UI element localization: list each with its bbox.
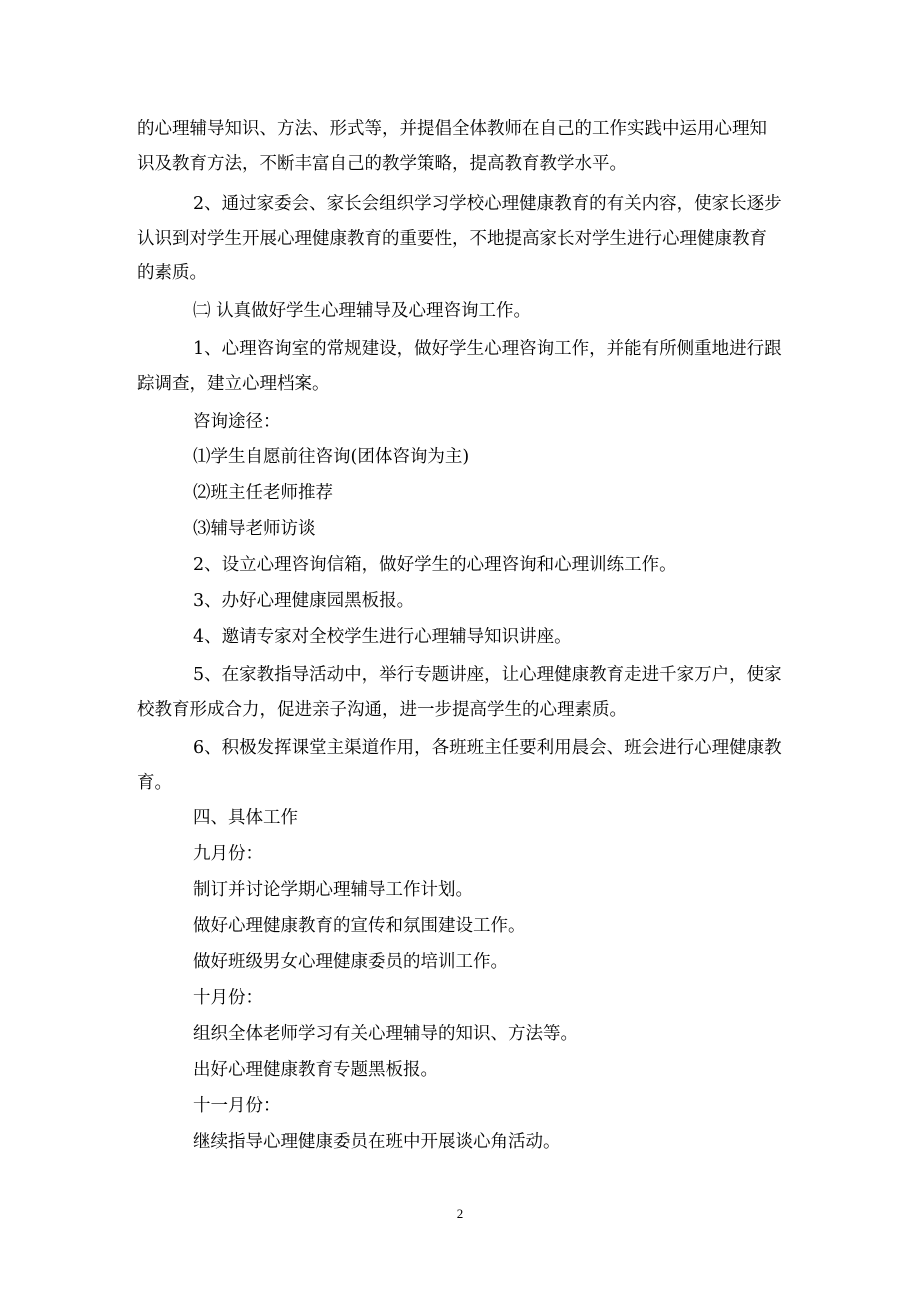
month-heading-october: 十月份： bbox=[193, 988, 263, 1008]
channel-item-1: ⑴学生自愿前往咨询(团体咨询为主) bbox=[193, 447, 470, 467]
october-task-2: 出好心理健康教育专题黑板报。 bbox=[193, 1060, 438, 1080]
september-task-1: 制订并讨论学期心理辅导工作计划。 bbox=[193, 880, 473, 900]
month-heading-september: 九月份： bbox=[193, 844, 263, 864]
counseling-channels-label: 咨询途径： bbox=[193, 412, 281, 432]
september-task-3: 做好班级男女心理健康委员的培训工作。 bbox=[193, 952, 508, 972]
section-heading-4: 四、具体工作 bbox=[193, 808, 298, 828]
month-heading-november: 十一月份： bbox=[193, 1096, 281, 1116]
channel-item-2: ⑵班主任老师推荐 bbox=[193, 483, 333, 503]
september-task-2: 做好心理健康教育的宣传和氛围建设工作。 bbox=[193, 916, 526, 936]
page-number: 2 bbox=[456, 1206, 464, 1221]
paragraph-continuation: 的心理辅导知识、方法、形式等，并提倡全体教师在自己的工作实践中运用心理知识及教育方法，不断丰富自己的教学策略，提高教育教学水平。 bbox=[137, 119, 767, 174]
paragraph-item-5-family-education: 5、在家教指导活动中，举行专题讲座，让心理健康教育走进千家万户，使家校教育形成合力，促进亲子沟通，进一步提高学生的心理素质。 bbox=[137, 665, 782, 720]
november-task-1: 继续指导心理健康委员在班中开展谈心角活动。 bbox=[193, 1132, 561, 1152]
paragraph-item-4-lecture: 4、邀请专家对全校学生进行心理辅导知识讲座。 bbox=[193, 627, 572, 647]
october-task-1: 组织全体老师学习有关心理辅导的知识、方法等。 bbox=[193, 1024, 578, 1044]
paragraph-item-6-classroom: 6、积极发挥课堂主渠道作用，各班班主任要利用晨会、班会进行心理健康教育。 bbox=[137, 738, 782, 793]
paragraph-item-3-blackboard: 3、办好心理健康园黑板报。 bbox=[193, 591, 415, 611]
paragraph-item-2-mailbox: 2、设立心理咨询信箱，做好学生的心理咨询和心理训练工作。 bbox=[193, 555, 677, 575]
channel-item-3: ⑶辅导老师访谈 bbox=[193, 519, 316, 539]
paragraph-item-2-parents: 2、通过家委会、家长会组织学习学校心理健康教育的有关内容，使家长逐步认识到对学生开展心理健康教育的重要性，不地提高家长对学生进行心理健康教育的素质。 bbox=[137, 194, 782, 283]
paragraph-item-1-counseling: 1、心理咨询室的常规建设，做好学生心理咨询工作，并能有所侧重地进行跟踪调查，建立心理档案。 bbox=[137, 339, 782, 394]
section-heading-2: ㈡ 认真做好学生心理辅导及心理咨询工作。 bbox=[193, 301, 532, 321]
